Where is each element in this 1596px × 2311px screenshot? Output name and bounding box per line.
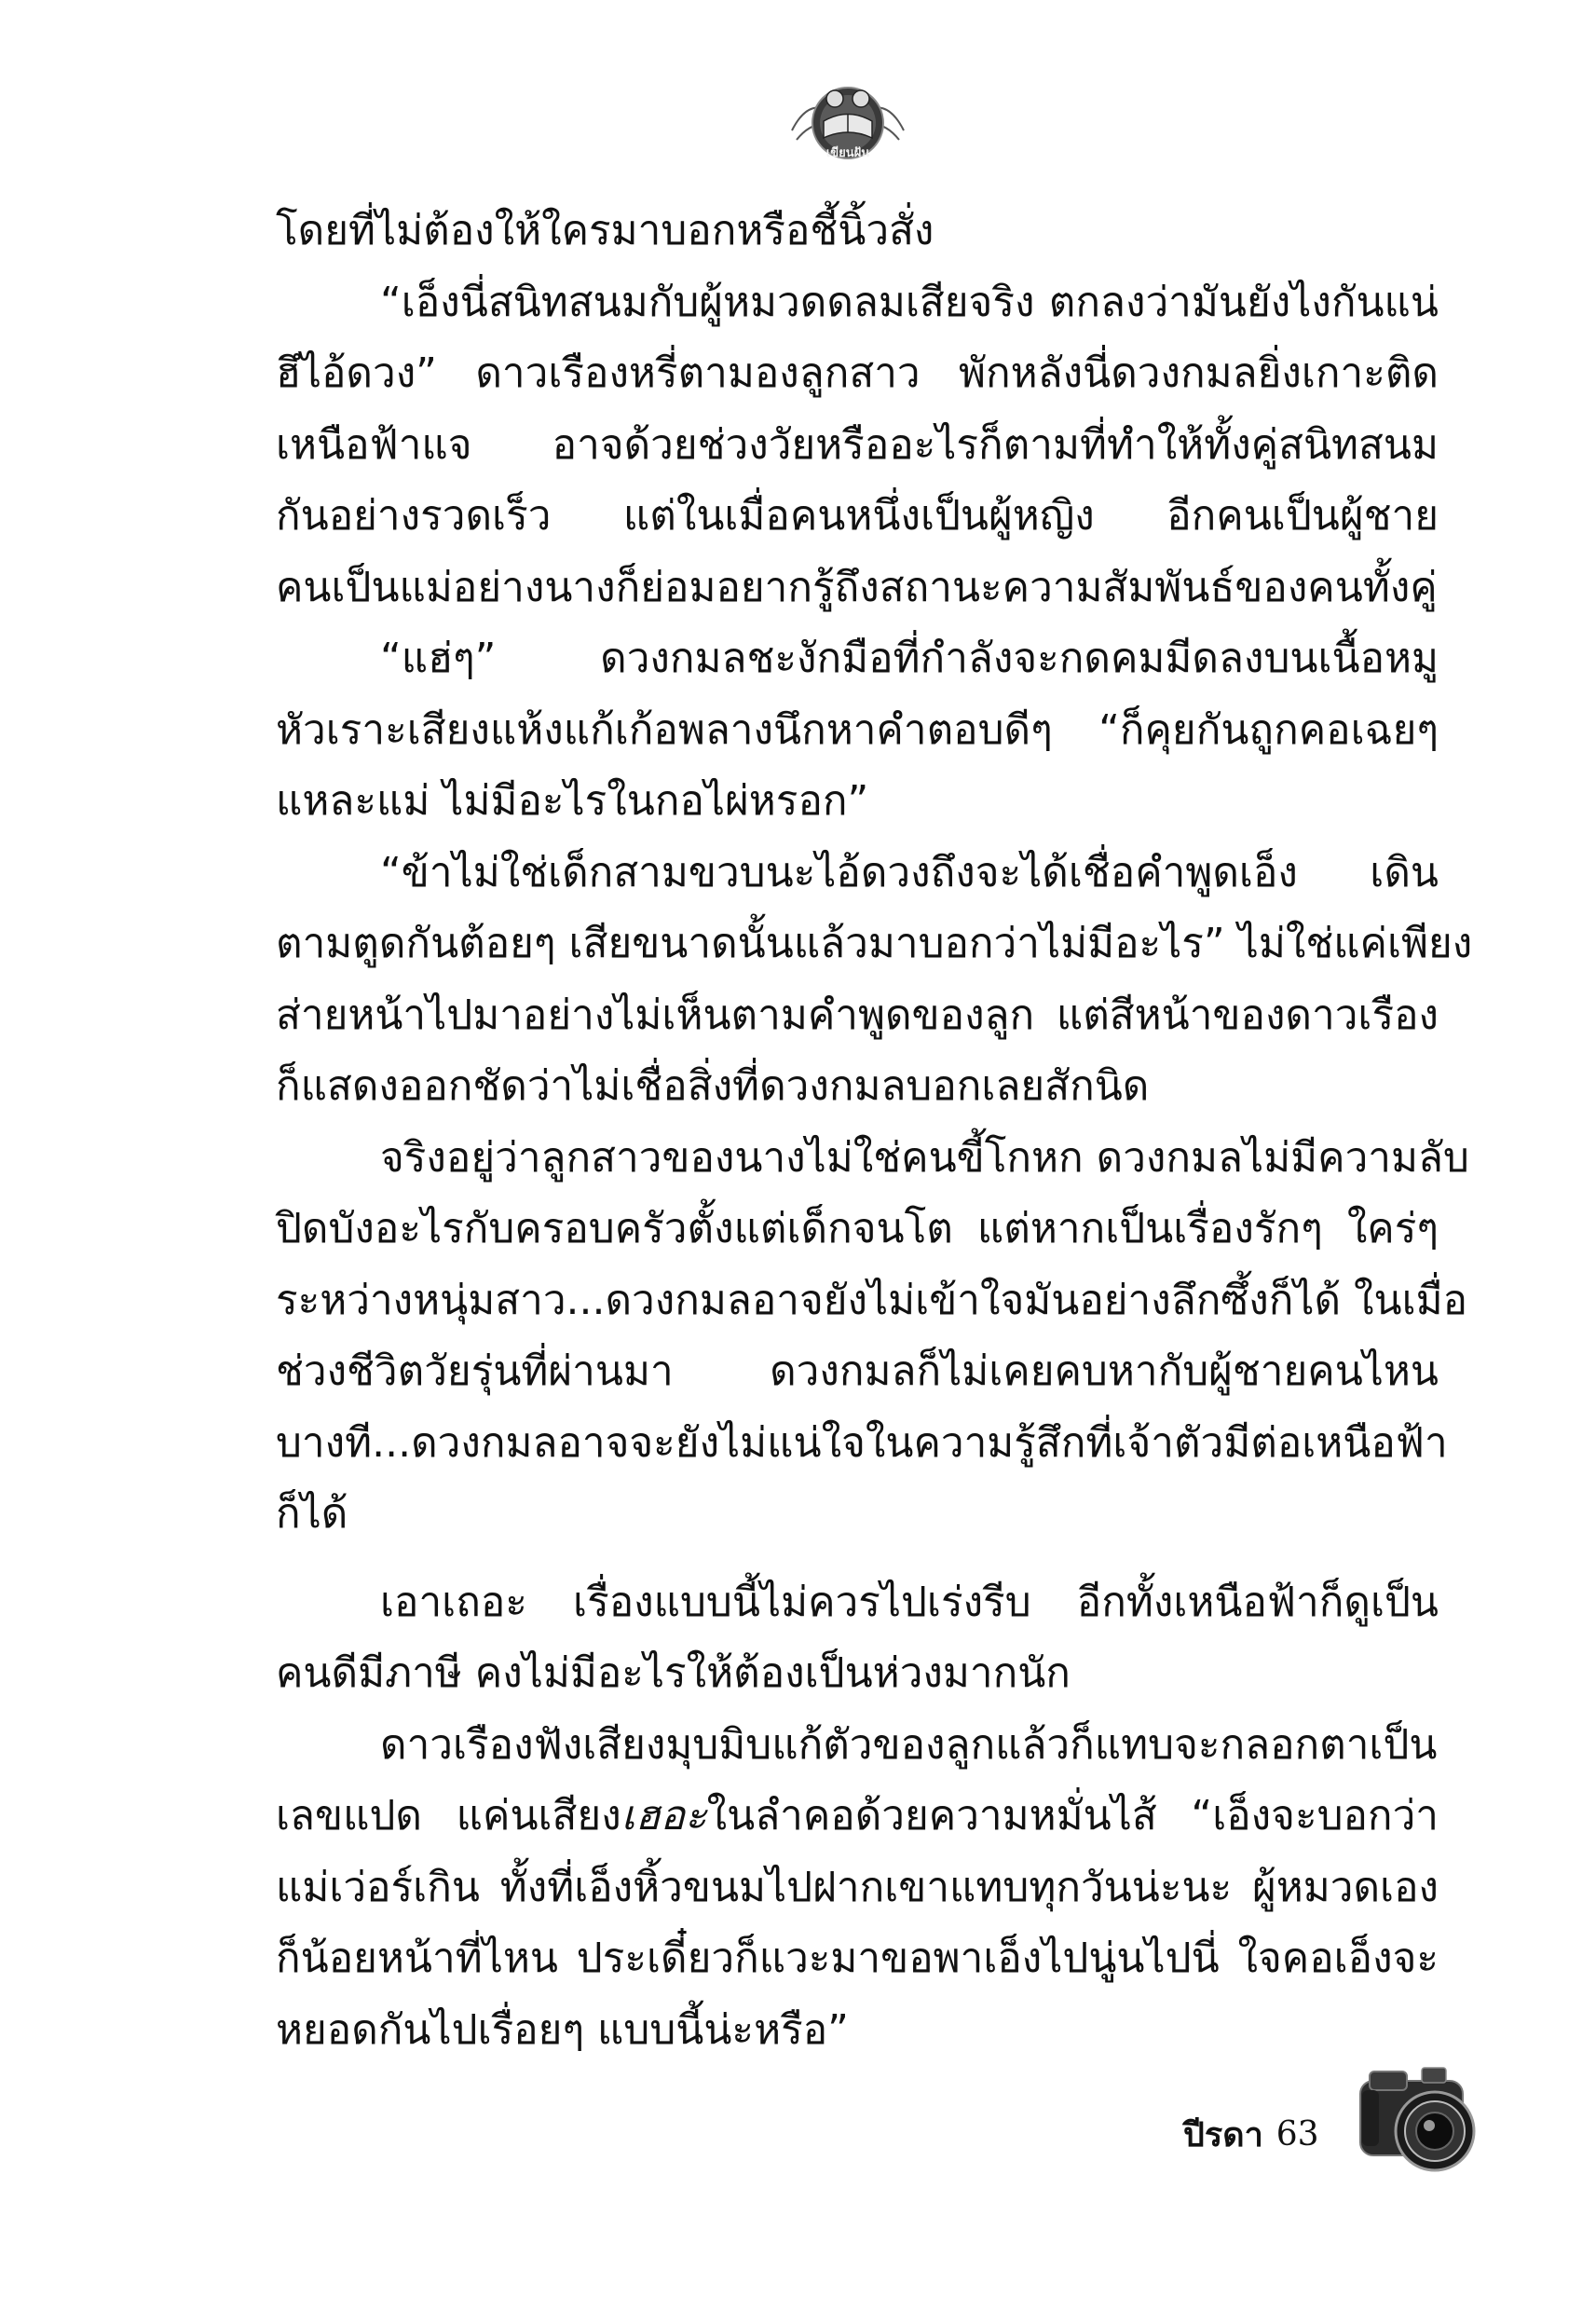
text-line: เลขแปด แค่นเสียงเฮอะในลำคอด้วยความหมั่นไส้ “เอ็งจะบอกว่า	[276, 1792, 1439, 1839]
page-footer	[1183, 2106, 1319, 2162]
text-line: หัวเราะเสียงแห้งแก้เก้อพลางนึกหาคำตอบดีๆ “ก็คุยกันถูกคอเฉยๆ	[276, 705, 1439, 754]
text-line: ปิดบังอะไรกับครอบครัวตั้งแต่เด็กจนโต แต่หากเป็นเรื่องรักๆ ใคร่ๆ	[276, 1205, 1439, 1252]
text-line: “ข้าไม่ใช่เด็กสามขวบนะไอ้ดวงถึงจะได้เชื่อคำพูดเอ็ง เดิน	[380, 848, 1439, 896]
emphasized-word: เฮอะ	[621, 1792, 707, 1839]
text-line: แหละแม่ ไม่มีอะไรในกอไผ่หรอก”	[276, 777, 869, 825]
text-line: ก็แสดงออกชัดว่าไม่เชื่อสิ่งที่ดวงกมลบอกเลยสักนิด	[276, 1062, 1150, 1110]
text-line: ระหว่างหนุ่มสาว...ดวงกมลอาจยังไม่เข้าใจมันอย่างลึกซึ้งก็ได้ ในเมื่อ	[276, 1276, 1468, 1324]
text-line: คนดีมีภาษี คงไม่มีอะไรให้ต้องเป็นห่วงมากนัก	[276, 1649, 1071, 1697]
text-line: คนเป็นแม่อย่างนางก็ย่อมอยากรู้ถึงสถานะความสัมพันธ์ของคนทั้งคู่	[276, 563, 1438, 611]
text-line: “แฮ่ๆ” ดวงกมลชะงักมือที่กำลังจะกดคมมีดลงบนเนื้อหมู	[380, 635, 1439, 682]
camera-icon	[1349, 2045, 1489, 2185]
text-line: เอาเถอะ เรื่องแบบนี้ไม่ควรไปเร่งรีบ อีกทั้งเหนือฟ้าก็ดูเป็น	[380, 1578, 1439, 1626]
text-line: หยอดกันไปเรื่อยๆ แบบนี้น่ะหรือ”	[276, 2005, 849, 2054]
text-line: ฮึไอ้ดวง” ดาวเรืองหรี่ตามองลูกสาว พักหลังนี่ดวงกมลยิ่งเกาะติด	[276, 349, 1439, 397]
text-line: จริงอยู่ว่าลูกสาวของนางไม่ใช่คนขี้โกหก ดวงกมลไม่มีความลับ	[380, 1133, 1469, 1182]
book-title: ปีรดา	[1183, 2115, 1263, 2154]
text-line: ส่ายหน้าไปมาอย่างไม่เห็นตามคำพูดของลูก แต่สีหน้าของดาวเรือง	[276, 991, 1439, 1039]
text-line: เหนือฟ้าแจ อาจด้วยช่วงวัยหรืออะไรก็ตามที่ทำให้ทั้งคู่สนิทสนม	[276, 420, 1439, 469]
text-line: “เอ็งนี่สนิทสนมกับผู้หมวดดลมเสียจริง ตกลงว่ามันยังไงกันแน่	[380, 278, 1439, 326]
text-line: กันอย่างรวดเร็ว แต่ในเมื่อคนหนึ่งเป็นผู้หญิง อีกคนเป็นผู้ชาย	[276, 492, 1439, 540]
text-line: บางที...ดวงกมลอาจจะยังไม่แน่ใจในความรู้สึกที่เจ้าตัวมีต่อเหนือฟ้า	[276, 1418, 1448, 1467]
text-line: ช่วงชีวิตวัยรุ่นที่ผ่านมา ดวงกมลก็ไม่เคยคบหากับผู้ชายคนไหน	[276, 1347, 1439, 1395]
ornament-text: เขียนฝัน	[825, 146, 870, 160]
text-line: โดยที่ไม่ต้องให้ใครมาบอกหรือชี้นิ้วสั่ง	[276, 207, 934, 254]
page-number: 63	[1275, 2114, 1319, 2154]
story-text	[276, 196, 1473, 2066]
book-angel-emblem-icon	[783, 65, 913, 177]
text-line: ก็น้อยหน้าที่ไหน ประเดี๋ยวก็แวะมาขอพาเอ็งไปนู่นไปนี่ ใจคอเอ็งจะ	[276, 1935, 1439, 1982]
text-line: ก็ได้	[276, 1490, 348, 1538]
text-line: ดาวเรืองฟังเสียงมุบมิบแก้ตัวของลูกแล้วก็แทบจะกลอกตาเป็น	[380, 1720, 1438, 1769]
text-line: ตามตูดกันต้อยๆ เสียขนาดนั้นแล้วมาบอกว่าไม่มีอะไร” ไม่ใช่แค่เพียง	[276, 920, 1473, 967]
text-line: แม่เว่อร์เกิน ทั้งที่เอ็งหิ้วขนมไปฝากเขาแทบทุกวันน่ะนะ ผู้หมวดเอง	[276, 1863, 1439, 1911]
